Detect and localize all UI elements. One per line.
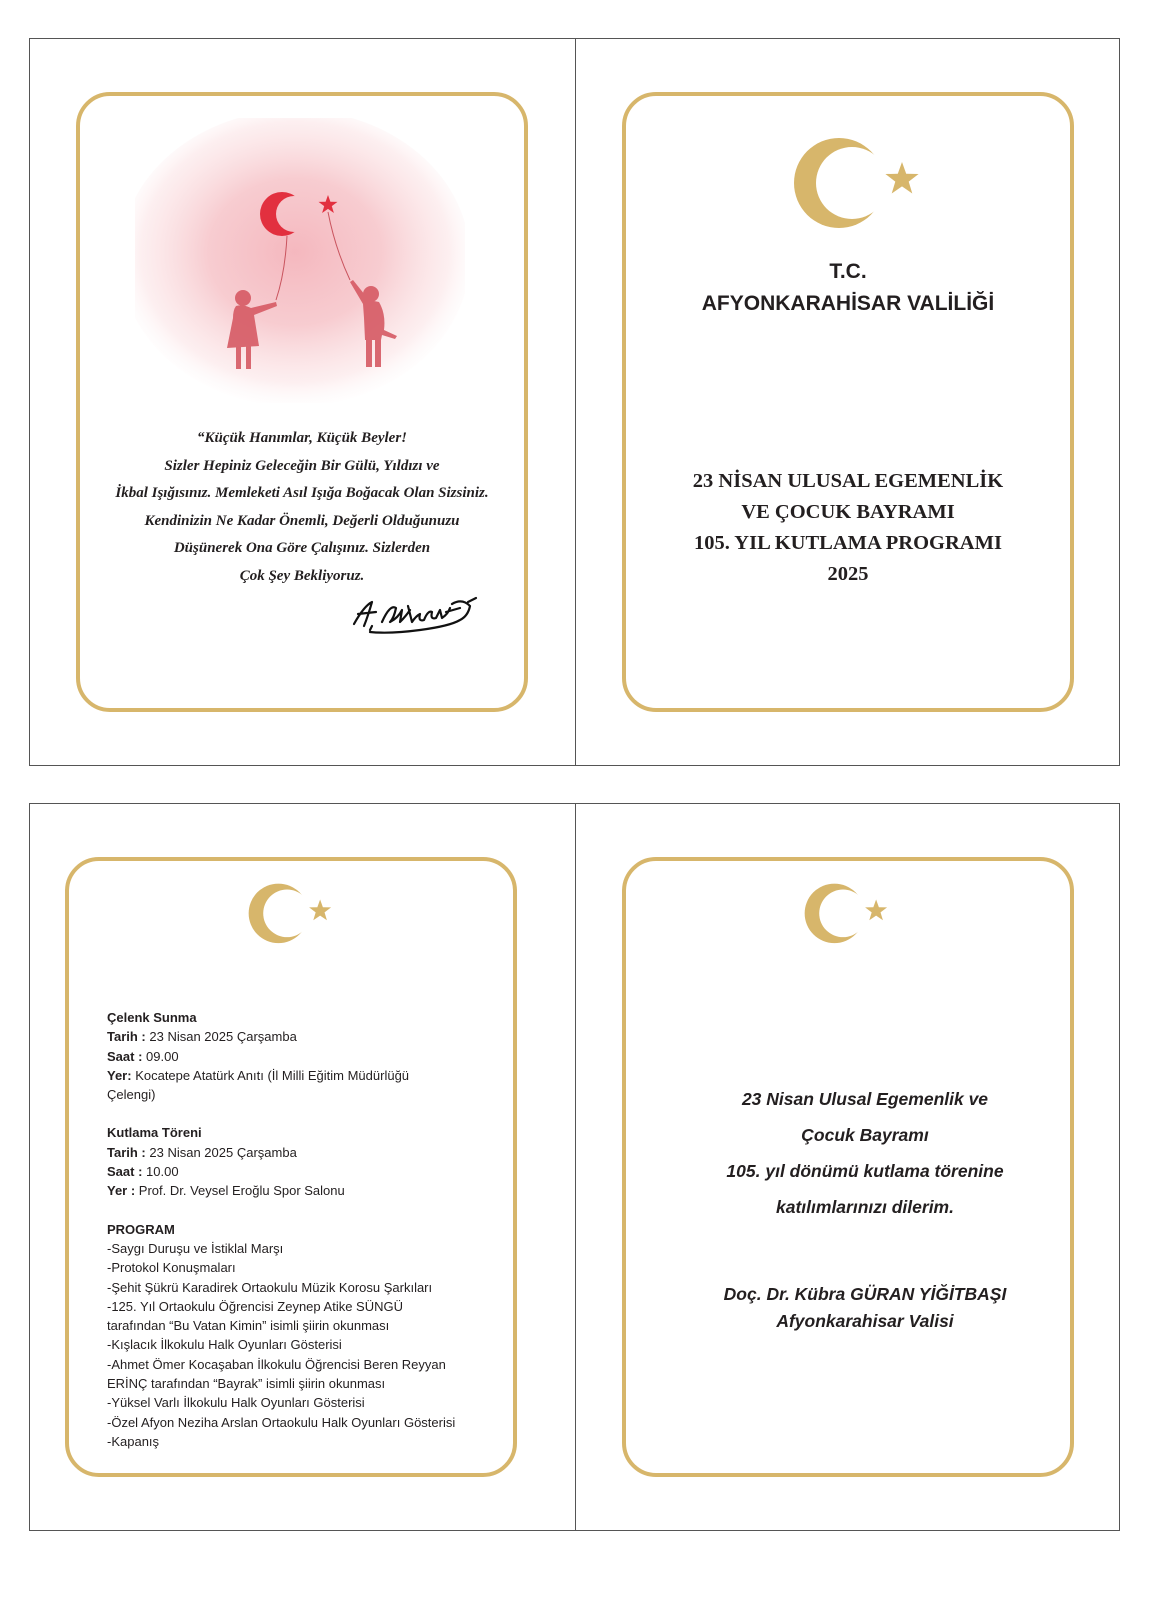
program-item: -Saygı Duruşu ve İstiklal Marşı — [107, 1240, 284, 1256]
crescent-star-emblem-icon — [248, 883, 334, 945]
program-item: -Yüksel Varlı İlkokulu Halk Oyunları Gösterisi — [107, 1395, 365, 1411]
event-2-heading: Kutlama Töreni — [107, 1125, 202, 1141]
crescent-star-emblem-icon — [793, 138, 923, 230]
signer-title: Afyonkarahisar Valisi — [776, 1311, 954, 1331]
event-2-place: Yer : Prof. Dr. Veysel Eroğlu Spor Salonu — [107, 1183, 345, 1199]
event-1-place: Yer: Kocatepe Atatürk Anıtı (İl Milli Eğitim Müdürlüğü Çelengi) — [107, 1067, 410, 1103]
cover-title-line: 23 NİSAN ULUSAL EGEMENLİK — [692, 470, 1004, 492]
program-item: -125. Yıl Ortaokulu Öğrencisi Zeynep Atike SÜNGÜ — [107, 1298, 403, 1314]
program-item: -Kapanış — [107, 1433, 160, 1449]
program-heading: PROGRAM — [107, 1221, 175, 1237]
cover-title — [622, 466, 1074, 590]
invite-line: 23 Nisan Ulusal Egemenlik ve — [741, 1089, 989, 1109]
program-item: -Ahmet Ömer Kocaşaban İlkokulu Öğrencisi Beren Reyyan — [107, 1356, 446, 1372]
org-tc: T.C. — [829, 260, 867, 283]
program-item: -Protokol Konuşmaları — [107, 1260, 236, 1276]
program-details — [107, 1008, 507, 1451]
event-1-time: Saat : 09.00 — [107, 1048, 179, 1064]
quote-line: Kendinizin Ne Kadar Önemli, Değerli Olduğunuzu — [144, 512, 460, 529]
cover-title-line: 2025 — [827, 563, 869, 585]
program-item: tarafından “Bu Vatan Kimin” isimli şiirin okunması — [107, 1318, 390, 1334]
event-2-date: Tarih : 23 Nisan 2025 Çarşamba — [107, 1144, 297, 1160]
cover-organization — [622, 256, 1074, 320]
program-item: ERİNÇ tarafından “Bayrak” isimli şiirin okunması — [107, 1376, 386, 1392]
signer-block — [640, 1281, 1090, 1335]
quote-line: İkbal Işığısınız. Memleketi Asıl Işığa Boğacak Olan Sizsiniz. — [115, 485, 489, 501]
cover-title-line: 105. YIL KUTLAMA PROGRAMI — [694, 532, 1002, 554]
invite-line: katılımlarınızı dilerim. — [776, 1197, 954, 1217]
crescent-star-emblem-icon — [804, 883, 890, 945]
program-item: -Kışlacık İlkokulu Halk Oyunları Gösterisi — [107, 1337, 342, 1353]
signer-name: Doç. Dr. Kübra GÜRAN YİĞİTBAŞI — [723, 1284, 1007, 1304]
quote-line: Çok Şey Bekliyoruz. — [239, 567, 365, 584]
spread-2-fold-line — [575, 804, 576, 1530]
ataturk-signature — [350, 596, 480, 640]
program-item: -Özel Afyon Neziha Arslan Ortaokulu Halk Oyunları Gösterisi — [107, 1414, 456, 1430]
event-2-time: Saat : 10.00 — [107, 1164, 179, 1180]
quote-line: Düşünerek Ona Göre Çalışınız. Sizlerden — [173, 540, 431, 556]
cover-title-line: VE ÇOCUK BAYRAMI — [741, 501, 955, 523]
event-1-date: Tarih : 23 Nisan 2025 Çarşamba — [107, 1029, 297, 1045]
org-governorship: AFYONKARAHİSAR VALİLİĞİ — [701, 292, 995, 315]
quote-line: “Küçük Hanımlar, Küçük Beyler! — [196, 430, 408, 446]
program-item: -Şehit Şükrü Karadirek Ortaokulu Müzik Korosu Şarkıları — [107, 1279, 433, 1295]
children-with-flag-balloons-illustration — [135, 118, 465, 403]
invite-line: Çocuk Bayramı — [801, 1125, 929, 1145]
invite-line: 105. yıl dönümü kutlama törenine — [726, 1161, 1004, 1181]
quote-line: Sizler Hepiniz Geleceğin Bir Gülü, Yıldızı ve — [164, 457, 440, 474]
spread-1-fold-line — [575, 39, 576, 765]
invitation-text — [640, 1081, 1090, 1225]
ataturk-quote — [76, 425, 528, 590]
event-1-heading: Çelenk Sunma — [107, 1010, 197, 1025]
